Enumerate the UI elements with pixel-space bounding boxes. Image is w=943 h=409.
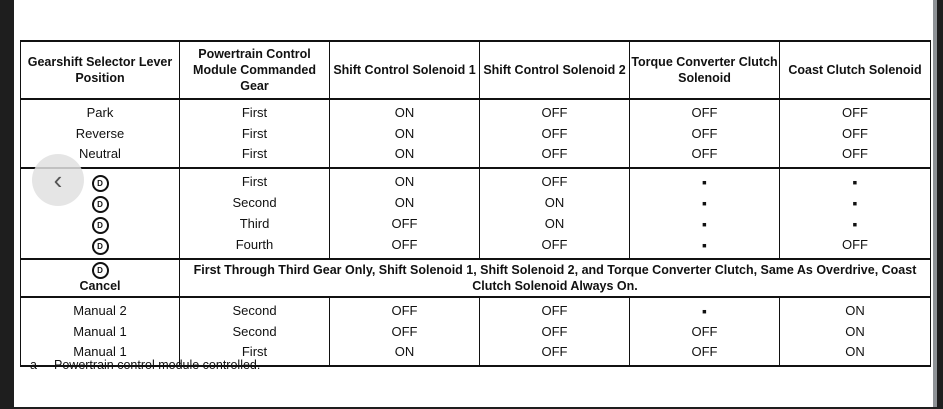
table-row	[21, 99, 931, 124]
cell-tcc-solenoid: OFF	[630, 322, 780, 343]
cell-commanded-gear: Third	[180, 214, 330, 235]
cell-shift-solenoid-1: ON	[330, 168, 480, 193]
col-header-lever-position: Gearshift Selector Lever Position	[21, 41, 180, 99]
cell-lever-position	[21, 235, 180, 259]
cell-coast-clutch-solenoid: ON	[780, 322, 931, 343]
cell-lever-position: Manual 1	[21, 322, 180, 343]
overdrive-icon: D	[92, 262, 109, 279]
cell-tcc-solenoid	[630, 214, 780, 235]
col-header-commanded-gear: Powertrain Control Module Commanded Gear	[180, 41, 330, 99]
cell-coast-clutch-solenoid: ON	[780, 342, 931, 366]
cell-commanded-gear: First	[180, 144, 330, 168]
footnote-mark: a	[30, 358, 37, 372]
cancel-note: First Through Third Gear Only, Shift Solenoid 1, Shift Solenoid 2, and Torque Converter Clutch, Same As Overdrive, Coast Clutch Solenoid Always On.	[180, 259, 931, 297]
table-row	[21, 235, 931, 259]
col-header-coast-clutch-solenoid: Coast Clutch Solenoid	[780, 41, 931, 99]
cell-shift-solenoid-1: ON	[330, 144, 480, 168]
cell-tcc-solenoid	[630, 297, 780, 322]
cell-commanded-gear: First	[180, 342, 330, 366]
overdrive-icon: D	[92, 175, 109, 192]
previous-page-button[interactable]	[32, 154, 84, 206]
cell-shift-solenoid-2: OFF	[480, 144, 630, 168]
viewer-frame-left	[0, 0, 14, 409]
table-row	[21, 259, 931, 297]
cell-shift-solenoid-1: ON	[330, 193, 480, 214]
cell-lever-position: Manual 2	[21, 297, 180, 322]
cell-commanded-gear: First	[180, 99, 330, 124]
footnote-ref-marker: ▪	[702, 173, 707, 190]
table-row	[21, 144, 931, 168]
cell-tcc-solenoid: OFF	[630, 99, 780, 124]
overdrive-icon: D	[92, 196, 109, 213]
cell-tcc-solenoid	[630, 193, 780, 214]
cell-commanded-gear: Fourth	[180, 235, 330, 259]
cell-tcc-solenoid: OFF	[630, 342, 780, 366]
cell-lever-position	[21, 214, 180, 235]
viewer-frame-right	[937, 0, 943, 409]
cell-coast-clutch-solenoid: OFF	[780, 124, 931, 145]
footnote-ref-marker: ▪	[702, 236, 707, 253]
cell-lever-position	[21, 259, 180, 297]
footnote	[30, 358, 260, 372]
table-row	[21, 193, 931, 214]
cell-shift-solenoid-1: OFF	[330, 297, 480, 322]
cell-shift-solenoid-2: OFF	[480, 124, 630, 145]
overdrive-icon: D	[92, 217, 109, 234]
table-header	[21, 41, 931, 99]
solenoid-application-table	[20, 40, 931, 367]
footnote-ref-marker: ▪	[702, 215, 707, 232]
table-group-manual	[21, 297, 931, 366]
cell-commanded-gear: Second	[180, 322, 330, 343]
col-header-tcc-solenoid: Torque Converter Clutch Solenoid	[630, 41, 780, 99]
table-row	[21, 168, 931, 193]
table-group-overdrive-cancel	[21, 259, 931, 297]
cell-lever-position: Manual 1	[21, 342, 180, 366]
cell-shift-solenoid-2: ON	[480, 193, 630, 214]
table-row	[21, 124, 931, 145]
cell-shift-solenoid-1: ON	[330, 124, 480, 145]
cell-shift-solenoid-2: OFF	[480, 322, 630, 343]
footnote-ref-marker: ▪	[702, 194, 707, 211]
cell-tcc-solenoid	[630, 235, 780, 259]
footnote-ref-marker: ▪	[852, 194, 858, 211]
cell-coast-clutch-solenoid: OFF	[780, 235, 931, 259]
cell-shift-solenoid-1: OFF	[330, 214, 480, 235]
cell-coast-clutch-solenoid	[780, 193, 931, 214]
footnote-ref-marker: ▪	[852, 215, 858, 232]
cell-lever-position: Reverse	[21, 124, 180, 145]
table-row	[21, 214, 931, 235]
table-row	[21, 297, 931, 322]
cell-lever-position: Neutral	[21, 144, 180, 168]
cell-shift-solenoid-1: OFF	[330, 322, 480, 343]
cell-commanded-gear: Second	[180, 297, 330, 322]
footnote-ref-marker: ▪	[852, 173, 858, 190]
cell-lever-position: Park	[21, 99, 180, 124]
cell-shift-solenoid-1: ON	[330, 99, 480, 124]
footnote-ref-marker: ▪	[702, 302, 707, 319]
cell-shift-solenoid-2: OFF	[480, 99, 630, 124]
cell-shift-solenoid-2: OFF	[480, 297, 630, 322]
cell-tcc-solenoid	[630, 168, 780, 193]
footnote-text: Powertrain control module controlled.	[54, 358, 261, 372]
cell-tcc-solenoid: OFF	[630, 144, 780, 168]
col-header-shift-solenoid-1: Shift Control Solenoid 1	[330, 41, 480, 99]
cell-shift-solenoid-2: OFF	[480, 235, 630, 259]
cell-shift-solenoid-2: ON	[480, 214, 630, 235]
cell-commanded-gear: First	[180, 124, 330, 145]
cell-commanded-gear: Second	[180, 193, 330, 214]
cell-shift-solenoid-2: OFF	[480, 168, 630, 193]
table-group-overdrive	[21, 168, 931, 259]
cell-commanded-gear: First	[180, 168, 330, 193]
cell-shift-solenoid-1: OFF	[330, 235, 480, 259]
cancel-label: Cancel	[79, 279, 121, 293]
cell-coast-clutch-solenoid: OFF	[780, 99, 931, 124]
table-group-park-reverse-neutral	[21, 99, 931, 168]
cell-tcc-solenoid: OFF	[630, 124, 780, 145]
cell-coast-clutch-solenoid	[780, 214, 931, 235]
cell-coast-clutch-solenoid: OFF	[780, 144, 931, 168]
cell-coast-clutch-solenoid: ON	[780, 297, 931, 322]
col-header-shift-solenoid-2: Shift Control Solenoid 2	[480, 41, 630, 99]
cell-shift-solenoid-2: OFF	[480, 342, 630, 366]
cell-shift-solenoid-1: ON	[330, 342, 480, 366]
chevron-left-icon: ‹	[53, 164, 63, 195]
table-row	[21, 322, 931, 343]
overdrive-icon: D	[92, 238, 109, 255]
cell-coast-clutch-solenoid	[780, 168, 931, 193]
